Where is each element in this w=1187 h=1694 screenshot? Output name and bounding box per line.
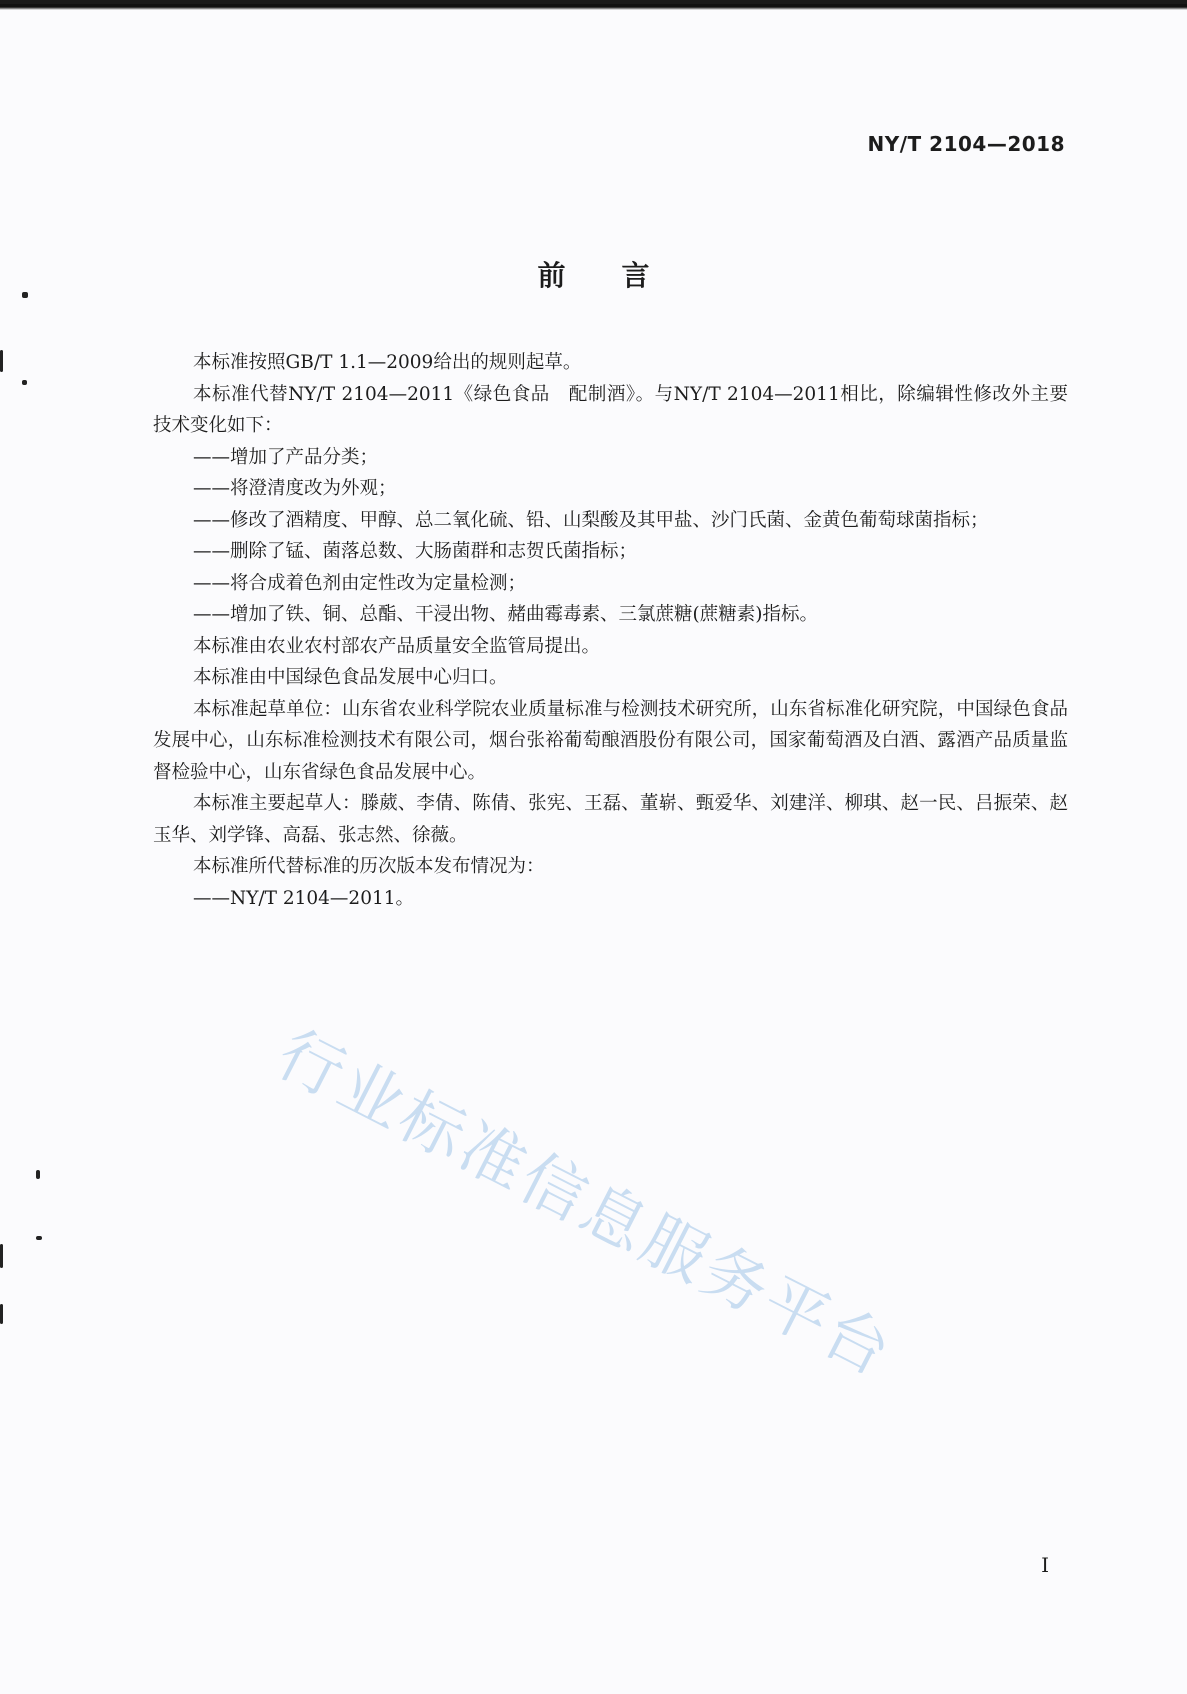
change-item: ——删除了锰、菌落总数、大肠菌群和志贺氏菌指标； [193,541,638,562]
change-item: ——将澄清度改为外观； [193,478,397,499]
scan-top-edge [0,4,1187,10]
paragraph-administrator: 本标准由中国绿色食品发展中心归口。 [193,667,508,688]
page-title: 前言 [537,259,706,292]
document-page [0,4,1187,1694]
paragraph-replacement: 本标准代替NY/T 2104—2011《绿色食品 配制酒》。与NY/T 2104—2011相比，除编辑性修改外主要技术变化如下： [153,383,1068,436]
change-item: ——增加了产品分类； [193,446,379,468]
change-item: ——修改了酒精度、甲醇、总二氧化硫、铅、山梨酸及其甲盐、沙门氏菌、金黄色葡萄球菌指标； [193,509,989,531]
version-history-item: ——NY/T 2104—2011。 [193,887,415,909]
watermark: 行业标准信息服务平台 [265,1017,906,1393]
paragraph-drafting-units: 本标准起草单位：山东省农业科学院农业质量标准与检测技术研究所，山东省标准化研究院，中国绿色食品发展中心，山东标准检测技术有限公司，烟台张裕葡萄酿酒股份有限公司，国家葡萄酒及白酒、露酒产品质量监督检验中心，山东省绿色食品发展中心。 [153,698,1068,783]
scan-mark [0,1304,3,1324]
scan-mark [22,380,27,385]
paragraph-drafting-rules: 本标准按照GB/T 1.1—2009给出的规则起草。 [193,352,582,373]
page-number: I [1041,1553,1049,1577]
scan-mark [36,1170,40,1179]
scan-mark [36,1236,42,1240]
scan-mark [0,350,3,372]
change-item: ——将合成着色剂由定性改为定量检测； [193,572,527,594]
scan-mark [0,1244,3,1268]
foreword-content [153,347,1068,914]
standard-number: NY/T 2104—2018 [867,132,1065,156]
paragraph-drafters: 本标准主要起草人：滕葳、李倩、陈倩、张宪、王磊、董崭、甄爱华、刘建洋、柳琪、赵一民、吕振荣、赵玉华、刘学锋、高磊、张志然、徐薇。 [153,793,1068,846]
change-item: ——增加了铁、铜、总酯、干浸出物、赭曲霉毒素、三氯蔗糖(蔗糖素)指标。 [193,604,818,625]
paragraph-proposer: 本标准由农业农村部农产品质量安全监管局提出。 [193,635,601,657]
paragraph-version-history: 本标准所代替标准的历次版本发布情况为： [193,856,545,877]
